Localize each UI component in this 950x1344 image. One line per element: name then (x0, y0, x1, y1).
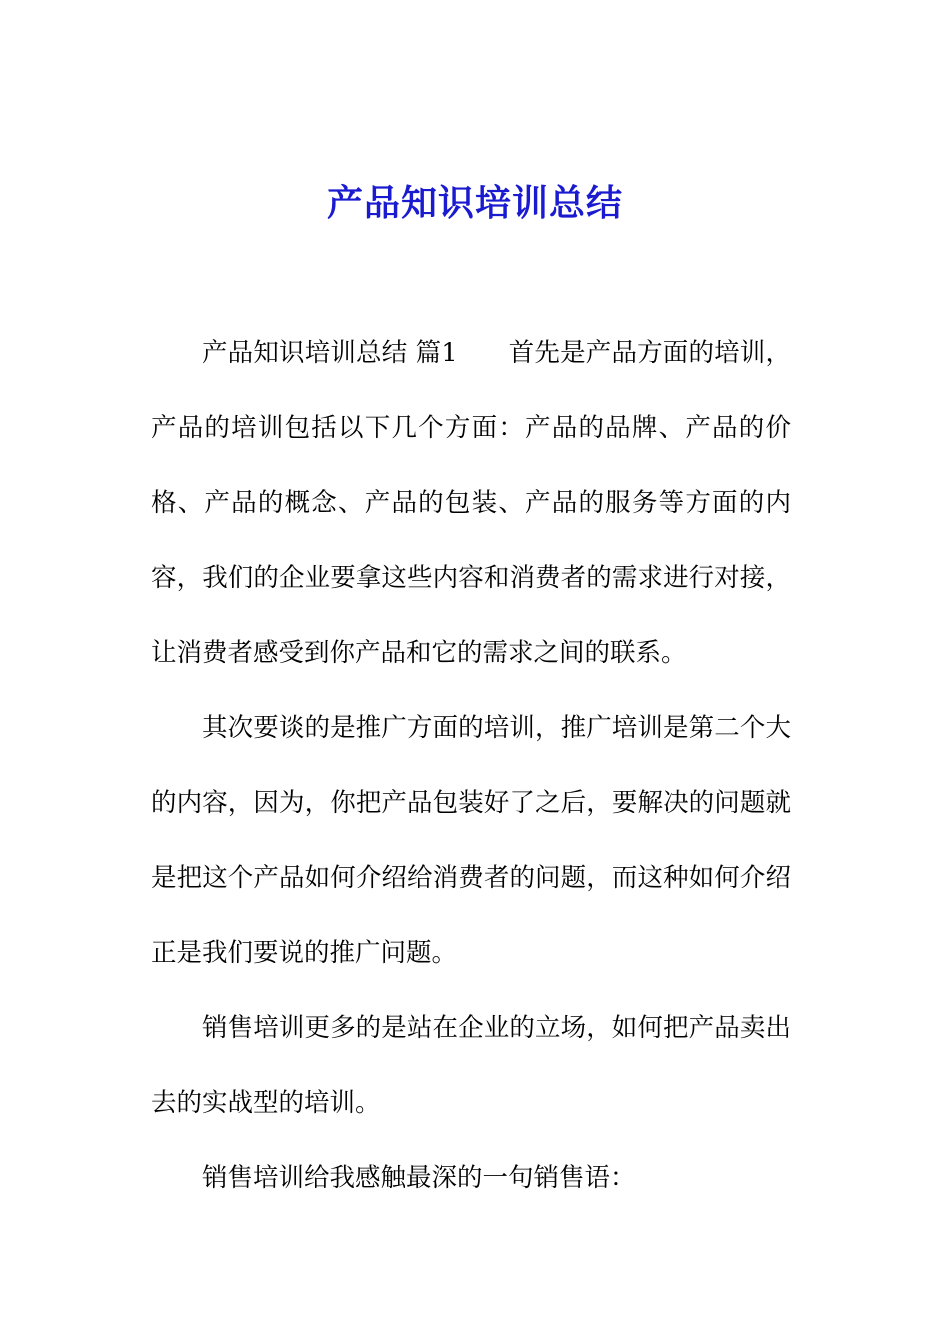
document-body (151, 316, 791, 1216)
paragraph-3: 销售培训更多的是站在企业的立场，如何把产品卖出去的实战型的培训。 (151, 1013, 791, 1118)
paragraph-4: 销售培训给我感触最深的一句销售语： (202, 1163, 636, 1193)
section-heading: 产品知识培训总结 篇1 (202, 338, 458, 368)
paragraph-text: 首先是产品方面的培训，产品的培训包括以下几个方面：产品的品牌、产品的价格、产品的概念、产品的包装、产品的服务等方面的内容，我们的企业要拿这些内容和消费者的需求进行对接，让消费者感受到你产品和它的需求之间的联系。 (151, 338, 791, 668)
document-title: 产品知识培训总结 (326, 182, 623, 224)
paragraph-2: 其次要谈的是推广方面的培训，推广培训是第二个大的内容，因为，你把产品包装好了之后，要解决的问题就是把这个产品如何介绍给消费者的问题，而这种如何介绍正是我们要说的推广问题。 (151, 713, 791, 968)
paragraph-1 (151, 316, 791, 691)
